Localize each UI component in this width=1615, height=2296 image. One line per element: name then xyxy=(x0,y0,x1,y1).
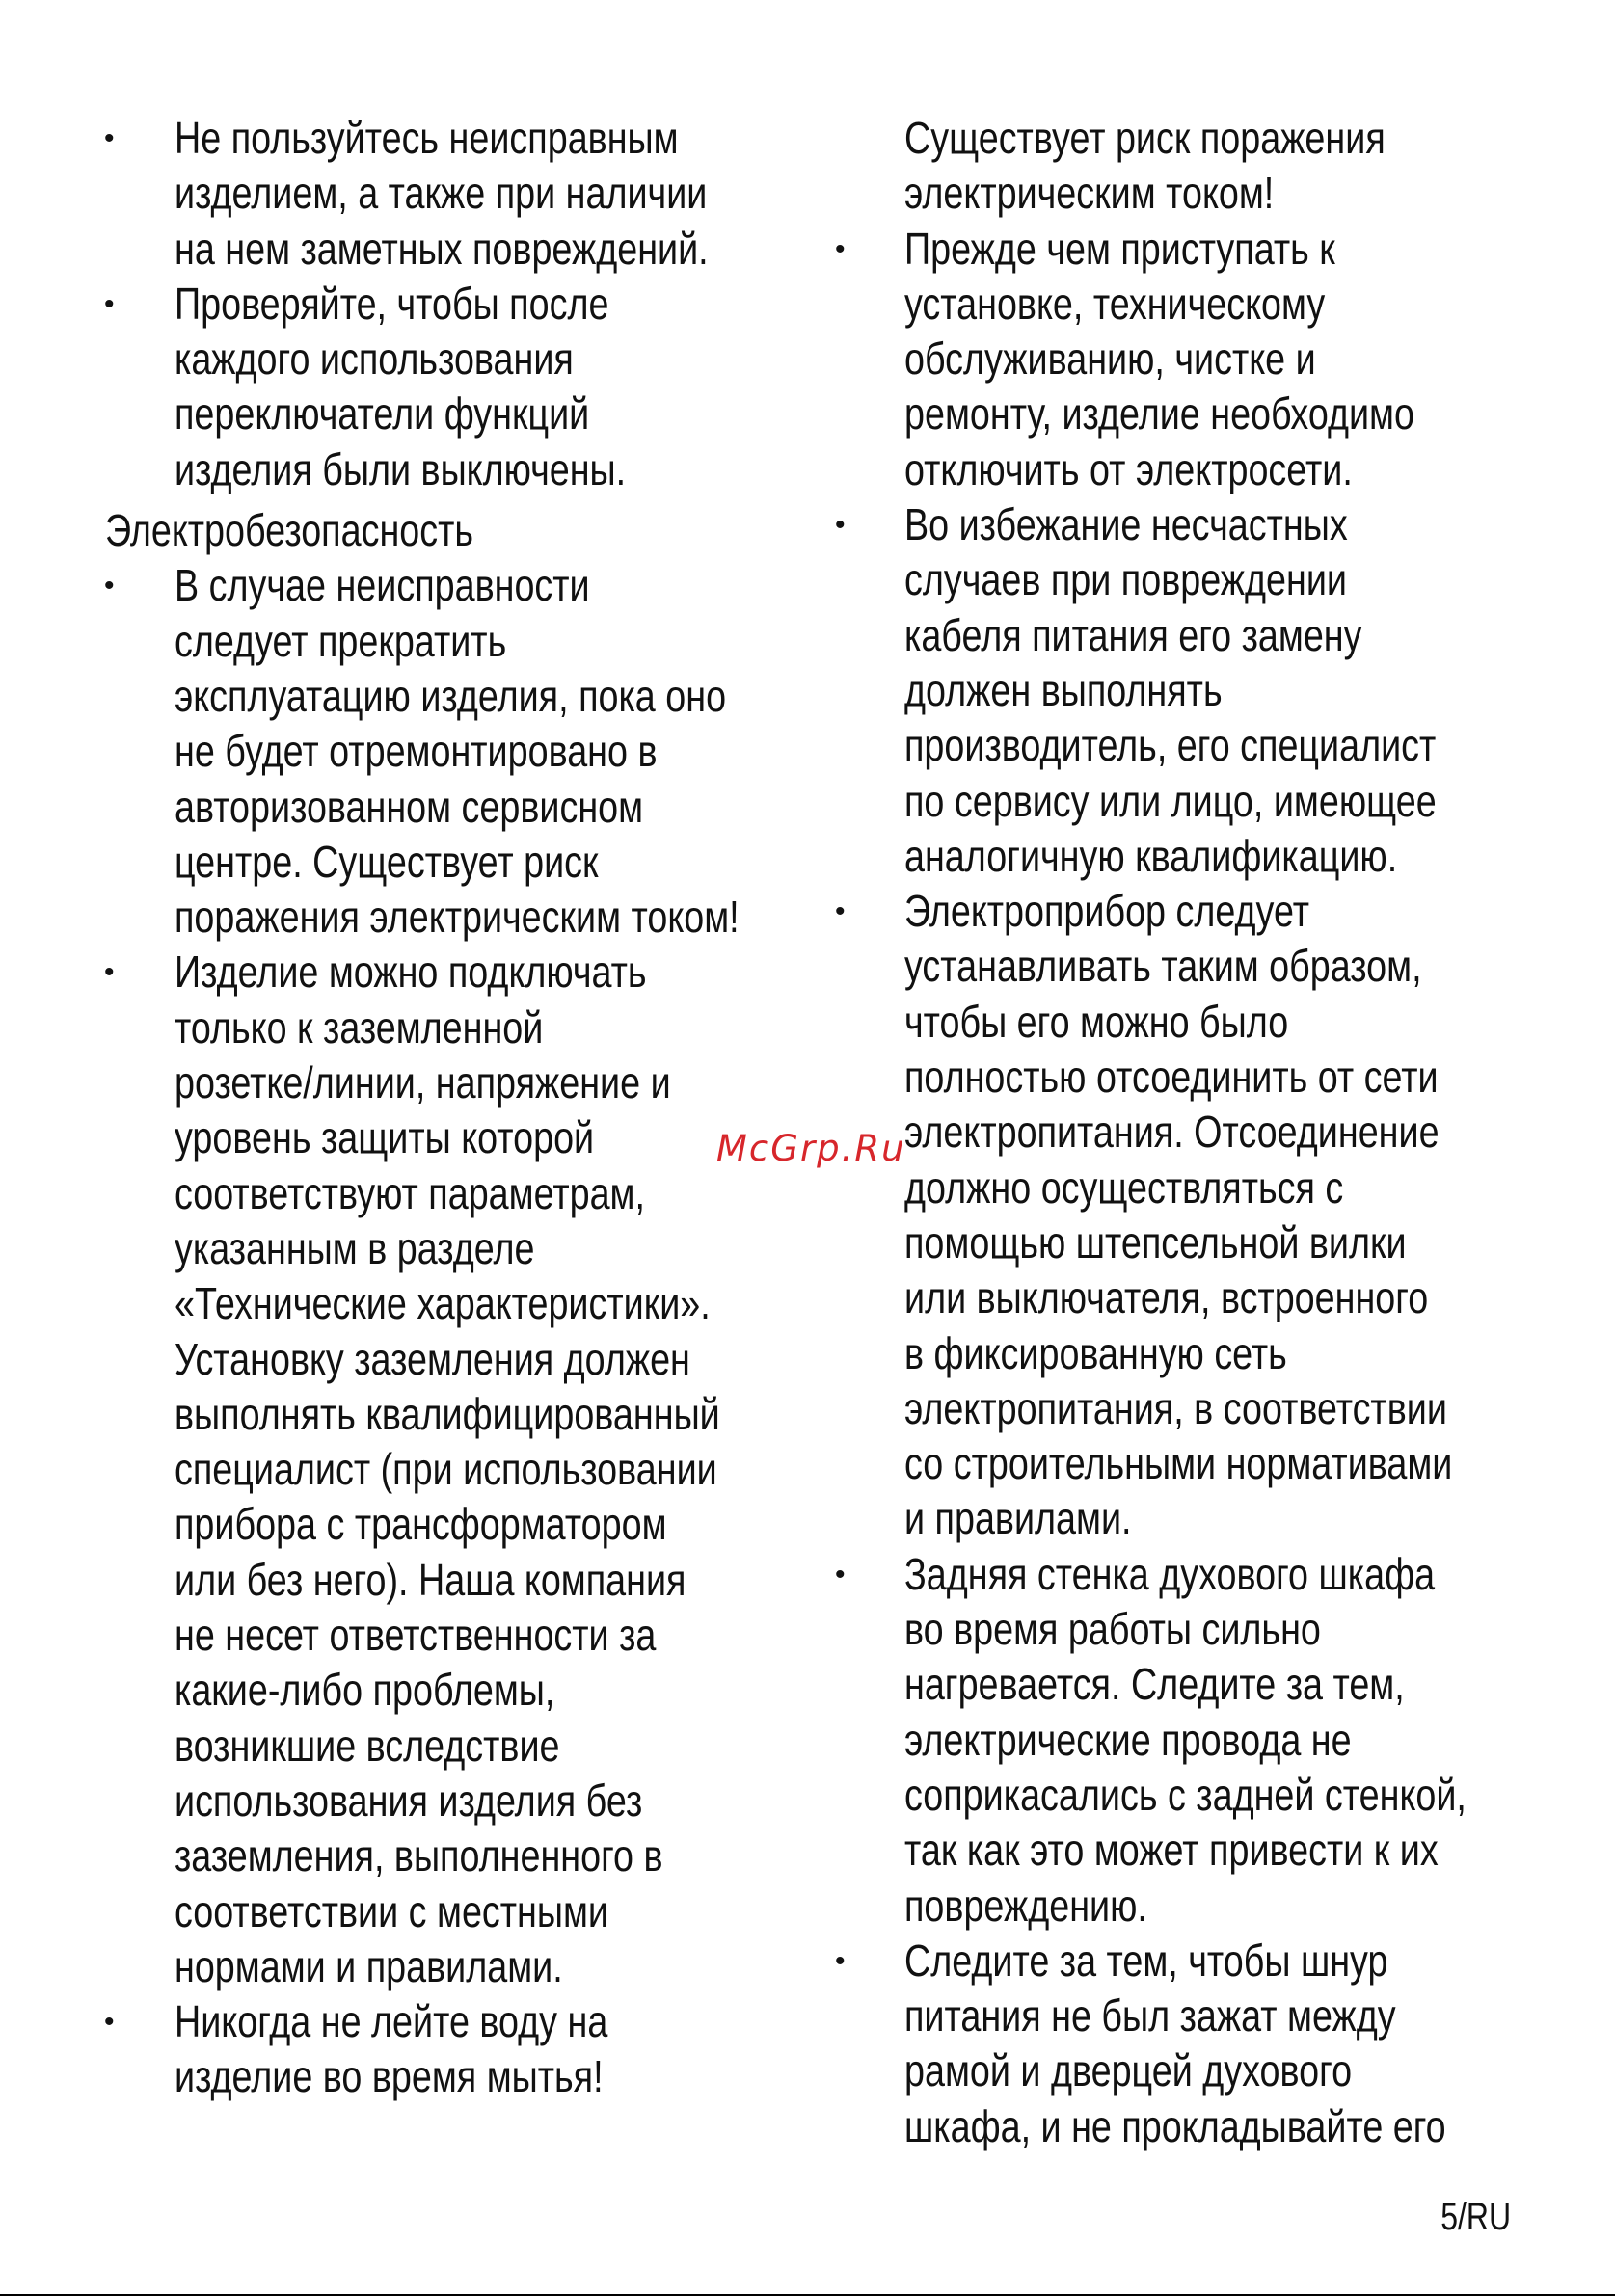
text-line xyxy=(0,166,1615,221)
text-line xyxy=(0,1326,1615,1381)
text-line-content: должно осуществляться с xyxy=(904,1161,1344,1213)
text-line xyxy=(0,111,1615,166)
text-line xyxy=(0,2043,1615,2098)
text-line-content: «Технические характеристики». xyxy=(175,1278,711,1329)
text-line xyxy=(0,442,1615,497)
text-line-content: Изделие можно подключать xyxy=(175,947,647,998)
text-line-content: и правилами. xyxy=(904,1493,1132,1544)
text-line xyxy=(0,2099,1615,2154)
text-line xyxy=(0,332,1615,387)
text-line xyxy=(0,497,1615,552)
text-line-content: или выключателя, встроенного xyxy=(904,1272,1429,1323)
text-line-content: изделием, а также при наличии xyxy=(175,168,708,219)
text-line-content: так как это может привести к их xyxy=(904,1825,1439,1876)
list-item xyxy=(0,222,1615,497)
text-line xyxy=(0,1602,1615,1657)
text-line-content: возникшие вследствие xyxy=(175,1720,560,1771)
text-line-content: производитель, его специалист xyxy=(904,720,1437,771)
text-line-content: Прежде чем приступать к xyxy=(904,223,1335,274)
text-line-content: ремонту, изделие необходимо xyxy=(904,388,1414,440)
bullet-icon: • xyxy=(104,956,115,989)
text-line-content: должен выполнять xyxy=(904,664,1223,715)
text-line-content: в фиксированную сеть xyxy=(904,1327,1287,1378)
text-line-content: изделие во время мытья! xyxy=(175,2051,604,2102)
text-line-content: нагревается. Следите за тем, xyxy=(904,1659,1405,1710)
text-line-content: какие-либо проблемы, xyxy=(175,1665,555,1716)
text-line-content: соприкасались с задней стенкой, xyxy=(904,1769,1467,1820)
text-line-content: Электроприбор следует xyxy=(904,886,1309,937)
page-number xyxy=(1423,2196,1511,2239)
bullet-icon: • xyxy=(835,509,846,542)
text-line-content: на нем заметных повреждений. xyxy=(175,223,709,274)
text-line-content: установке, техническому xyxy=(904,278,1326,329)
text-line-content: не несет ответственности за xyxy=(175,1610,657,1661)
text-line-content: заземления, выполненного в xyxy=(175,1830,663,1882)
text-line-content: поражения электрическим током! xyxy=(175,892,740,943)
text-line-content: Не пользуйтесь неисправным xyxy=(175,113,679,163)
text-line xyxy=(0,1270,1615,1325)
list-item xyxy=(0,1547,1615,1934)
text-line-content: шкафа, и не прокладывайте его xyxy=(904,2100,1446,2151)
list-item xyxy=(0,1934,1615,2154)
text-line-content: розетке/линии, напряжение и xyxy=(175,1057,671,1108)
text-line-content: соответствуют параметрам, xyxy=(175,1167,645,1218)
text-line-content: авторизованном сервисном xyxy=(175,781,644,832)
bullet-icon: • xyxy=(104,287,115,320)
text-line-content: Задняя стенка духового шкафа xyxy=(904,1548,1436,1599)
text-line xyxy=(0,1050,1615,1105)
text-line xyxy=(0,1547,1615,1602)
text-line-content: Проверяйте, чтобы после xyxy=(175,278,609,329)
page-number-text: 5/RU xyxy=(1440,2196,1511,2238)
text-line-content: Существует риск поражения xyxy=(904,113,1386,163)
text-line-content: со строительными нормативами xyxy=(904,1438,1453,1489)
list-item xyxy=(0,884,1615,1547)
text-line-content: каждого использования xyxy=(175,334,574,385)
text-line xyxy=(0,1768,1615,1823)
text-line-content: специалист (при использовании xyxy=(175,1444,717,1495)
text-line-content: электрическим током! xyxy=(904,168,1275,219)
text-line xyxy=(0,608,1615,663)
text-line-content: помощью штепсельной вилки xyxy=(904,1216,1407,1268)
text-line-content: или без него). Наша компания xyxy=(175,1554,686,1605)
text-line-content: питания не был зажат между xyxy=(904,1990,1396,2042)
text-line-content: выполнять квалифицированный xyxy=(175,1388,720,1439)
text-line-content: только к заземленной xyxy=(175,1001,544,1053)
text-line-content: прибора с трансформатором xyxy=(175,1499,667,1550)
text-line xyxy=(0,1491,1615,1546)
bullet-icon: • xyxy=(104,122,115,154)
text-line xyxy=(0,1713,1615,1768)
text-line xyxy=(0,222,1615,277)
text-line xyxy=(0,718,1615,773)
text-line-content: кабеля питания его замену xyxy=(904,609,1362,660)
text-line xyxy=(0,663,1615,718)
bullet-icon: • xyxy=(835,895,846,928)
bullet-icon: • xyxy=(104,2006,115,2039)
text-line xyxy=(0,1215,1615,1270)
text-line-content: не будет отремонтировано в xyxy=(175,726,658,777)
text-line-content: по сервису или лицо, имеющее xyxy=(904,775,1437,826)
text-line-content: чтобы его можно было xyxy=(904,996,1289,1047)
text-line-content: соответствии с местными xyxy=(175,1885,609,1936)
text-line xyxy=(0,1879,1615,1934)
text-line xyxy=(0,1436,1615,1491)
text-line xyxy=(0,1381,1615,1436)
text-line-content: электрические провода не xyxy=(904,1714,1352,1765)
text-line-content: В случае неисправности xyxy=(175,560,590,611)
text-line-content: Электробезопасность xyxy=(105,505,474,556)
bullet-icon: • xyxy=(835,1558,846,1590)
text-line-content: случаев при повреждении xyxy=(904,554,1347,605)
text-line-content: использования изделия без xyxy=(175,1775,643,1826)
text-line xyxy=(0,1934,1615,1989)
text-line xyxy=(0,277,1615,332)
text-line xyxy=(0,774,1615,829)
text-line-content: Следите за тем, чтобы шнур xyxy=(904,1935,1388,1986)
watermark: McGrp.Ru xyxy=(716,1128,906,1169)
text-line xyxy=(0,829,1615,884)
text-line-content: центре. Существует риск xyxy=(175,836,599,887)
text-line-content: Никогда не лейте воду на xyxy=(175,1996,608,2047)
text-line-content: следует прекратить xyxy=(175,615,507,666)
text-line-content: указанным в разделе xyxy=(175,1222,535,1273)
text-line-content: отключить от электросети. xyxy=(904,443,1353,494)
text-line xyxy=(0,552,1615,607)
text-line-content: нормами и правилами. xyxy=(175,1940,563,1991)
text-line-content: изделия были выключены. xyxy=(175,443,627,494)
text-line-content: во время работы сильно xyxy=(904,1604,1321,1655)
text-line xyxy=(0,387,1615,441)
text-line-content: электропитания, в соответствии xyxy=(904,1382,1447,1433)
bullet-icon: • xyxy=(835,1944,846,1977)
bullet-icon: • xyxy=(835,232,846,265)
text-line-content: электропитания. Отсоединение xyxy=(904,1107,1440,1158)
bullet-icon: • xyxy=(104,570,115,602)
text-line xyxy=(0,1823,1615,1878)
text-line-content: устанавливать таким образом, xyxy=(904,941,1422,992)
text-line-content: Установку заземления должен xyxy=(175,1333,690,1384)
text-line xyxy=(0,1989,1615,2043)
text-line-content: обслуживанию, чистке и xyxy=(904,334,1316,385)
text-line-content: рамой и дверцей духового xyxy=(904,2045,1353,2096)
list-item xyxy=(0,497,1615,884)
text-line xyxy=(0,995,1615,1050)
text-line-content: аналогичную квалификацию. xyxy=(904,830,1398,881)
text-line xyxy=(0,884,1615,939)
text-line-content: повреждению. xyxy=(904,1880,1147,1931)
text-line-content: Во избежание несчастных xyxy=(904,499,1348,550)
text-line-content: уровень защиты которой xyxy=(175,1112,595,1163)
text-line-content: переключатели функций xyxy=(175,388,590,440)
text-line xyxy=(0,939,1615,994)
text-line xyxy=(0,1657,1615,1712)
text-line-content: полностью отсоединить от сети xyxy=(904,1052,1439,1103)
list-item xyxy=(0,111,1615,222)
text-line-content: эксплуатацию изделия, пока оно xyxy=(175,670,727,721)
